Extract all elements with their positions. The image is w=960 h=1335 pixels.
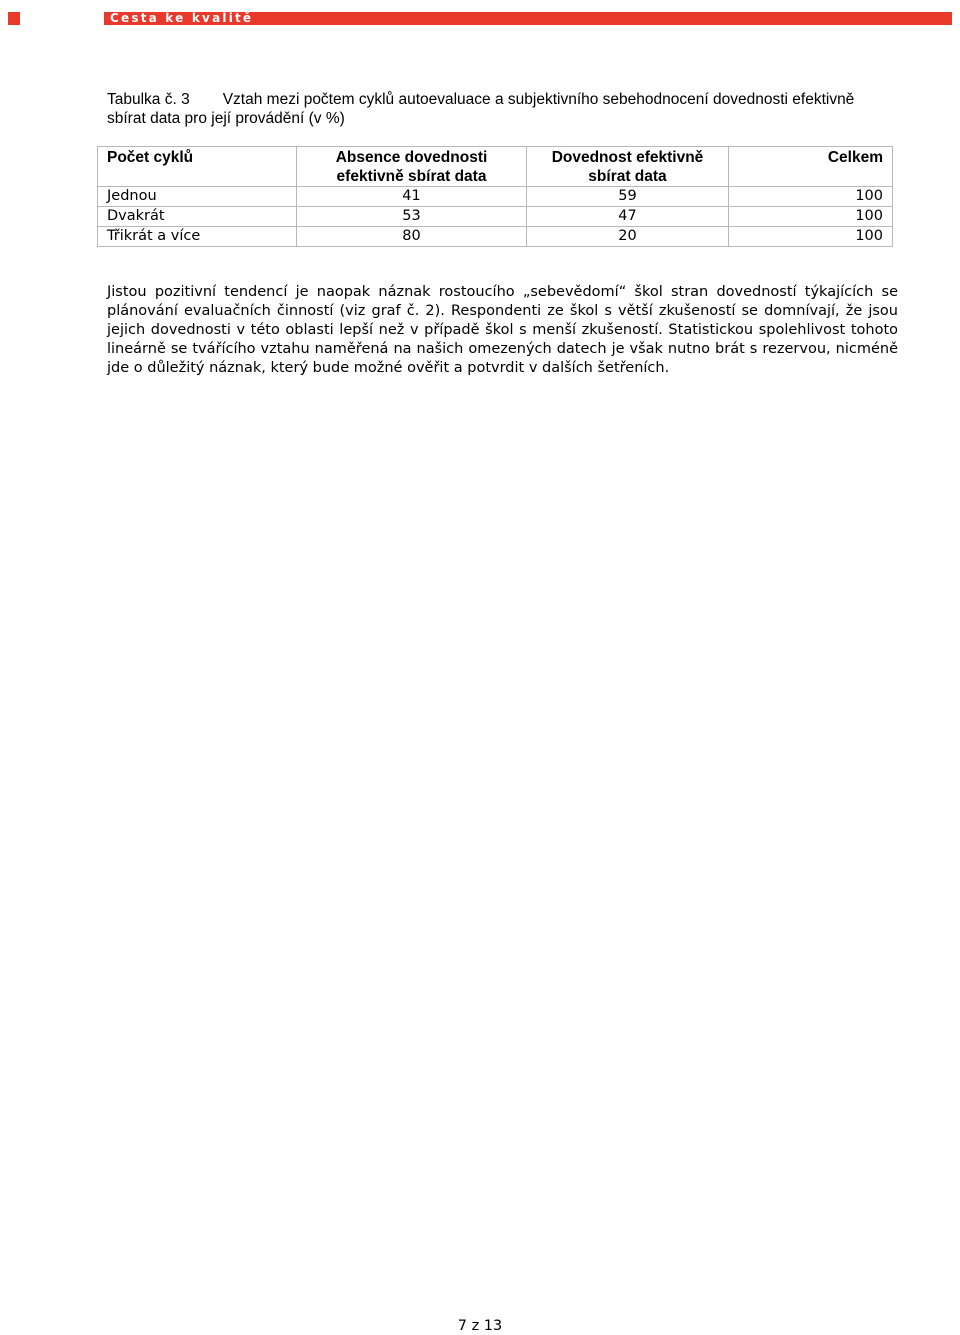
table-caption (107, 90, 897, 128)
table-row (98, 207, 893, 227)
table-cell: 53 (297, 207, 527, 227)
table-row (98, 227, 893, 247)
header-cell-absence: Absence dovednosti efektivně sbírat data (297, 147, 527, 187)
header-cell-total: Celkem (729, 147, 893, 187)
caption-label: Tabulka č. 3 (107, 91, 190, 108)
data-table (97, 146, 893, 247)
caption-text: Vztah mezi počtem cyklů autoevaluace a subjektivního sebehodnocení dovednosti efektivně sbírat data pro její provádění (v %) (107, 91, 855, 127)
table-cell: 100 (729, 207, 893, 227)
table-cell: 100 (729, 187, 893, 207)
table-cell: Jednou (98, 187, 297, 207)
header-cell-skill: Dovednost efektivně sbírat data (527, 147, 729, 187)
table-cell: Dvakrát (98, 207, 297, 227)
table-cell: 80 (297, 227, 527, 247)
table-cell: Třikrát a více (98, 227, 297, 247)
page-number: 7 z 13 (457, 1318, 503, 1334)
table-cell: 100 (729, 227, 893, 247)
table-cell: 47 (527, 207, 729, 227)
table-cell: 20 (527, 227, 729, 247)
table-row (98, 187, 893, 207)
table-cell: 59 (527, 187, 729, 207)
header-square (8, 12, 20, 25)
table-header-row (98, 147, 893, 187)
body-paragraph: Jistou pozitivní tendencí je naopak náznak rostoucího „sebevědomí“ škol stran dovedností týkajících se plánování evaluačních činností (viz graf č. 2). Respondenti ze škol s větší zkušeností se domnívají, že jsou jejich dovednosti v této oblasti lepší než v případě škol s menší zkušeností. Statistickou spolehlivost tohoto lineárně se tvářícího vztahu naměřená na našich omezených datech je však nutno brát s rezervou, nicméně jde o důležitý náznak, který bude možné ověřit a potvrdit v dalších šetřeních. (107, 284, 898, 376)
header-cell-cycles: Počet cyklů (98, 147, 297, 187)
table-cell: 41 (297, 187, 527, 207)
header-title: Cesta ke kvalitě (110, 11, 254, 25)
